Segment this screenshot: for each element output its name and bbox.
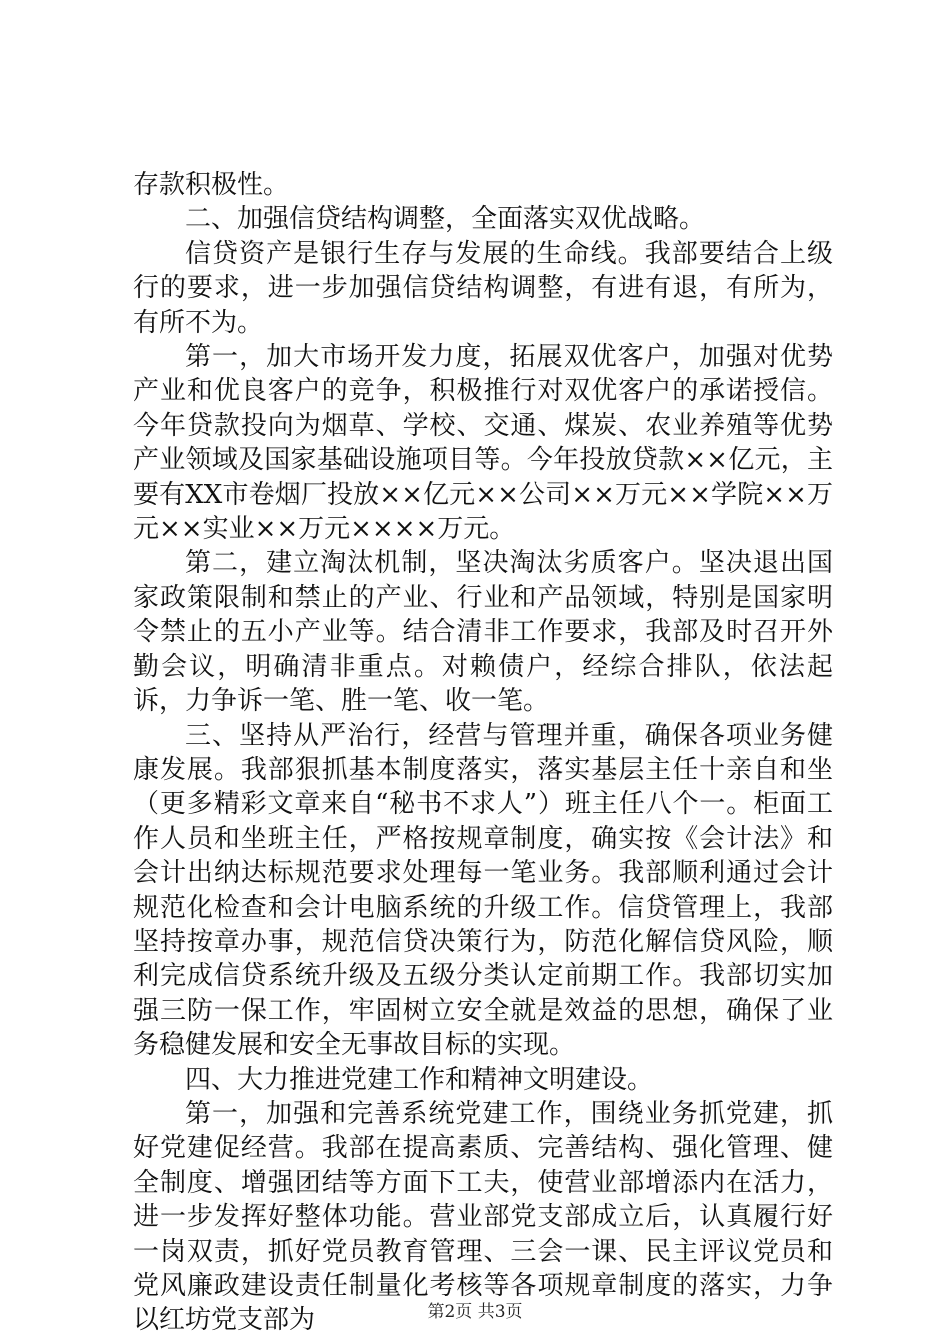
paragraph: 第一，加强和完善系统党建工作，围绕业务抓党建，抓好党建促经营。我部在提高素质、完善结构、强化管理、健全制度、增强团结等方面下工夫，使营业部增添内在活力，进一步发挥好整体功能。营业部党支部成立后，认真履行好一岗双责，抓好党员教育管理、三会一课、民主评议党员和党风廉政建设责任制量化考核等各项规章制度的落实，力争以红坊党支部为 bbox=[133, 1098, 833, 1336]
paragraph: 第二，建立淘汰机制，坚决淘汰劣质客户。坚决退出国家政策限制和禁止的产业、行业和产品领域，特别是国家明令禁止的五小产业等。结合清非工作要求，我部及时召开外勤会议，明确清非重点。对赖债户，经综合排队，依法起诉，力争诉一笔、胜一笔、收一笔。 bbox=[133, 548, 833, 717]
section-heading-2: 二、加强信贷结构调整，全面落实双优战略。 bbox=[185, 204, 706, 235]
paragraph: 信贷资产是银行生存与发展的生命线。我部要结合上级行的要求，进一步加强信贷结构调整，有进有退，有所为，有所不为。 bbox=[133, 238, 833, 338]
paragraph: 第一，加大市场开发力度，拓展双优客户，加强对优势产业和优良客户的竞争，积极推行对双优客户的承诺授信。今年贷款投向为烟草、学校、交通、煤炭、农业养殖等优势产业领域及国家基础设施项目等。今年投放贷款××亿元，主要有XX市卷烟厂投放××亿元××公司××万元××学院××万元××实业××万元××××万元。 bbox=[133, 342, 833, 545]
page-number-footer: 第2页 共3页 bbox=[427, 1302, 523, 1322]
section-heading-3: 三、坚持从严治行，经营与管理并重，确保各项业务健康发展。我部狠抓基本制度落实，落实基层主任十亲自和坐（更多精彩文章来自“秘书不求人”）班主任八个一。柜面工作人员和坐班主任，严格按规章制度，确实按《会计法》和会计出纳达标规范要求处理每一笔业务。我部顺利通过会计规范化检查和会计电脑系统的升级工作。信贷管理上，我部坚持按章办事，规范信贷决策行为，防范化解信贷风险，顺利完成信贷系统升级及五级分类认定前期工作。我部切实加强三防一保工作，牢固树立安全就是效益的思想，确保了业务稳健发展和安全无事故目标的实现。 bbox=[133, 720, 833, 1061]
paragraph-continuation: 存款积极性。 bbox=[133, 170, 290, 200]
section-heading-4: 四、大力推进党建工作和精神文明建设。 bbox=[185, 1064, 654, 1095]
document-body bbox=[133, 168, 833, 1338]
